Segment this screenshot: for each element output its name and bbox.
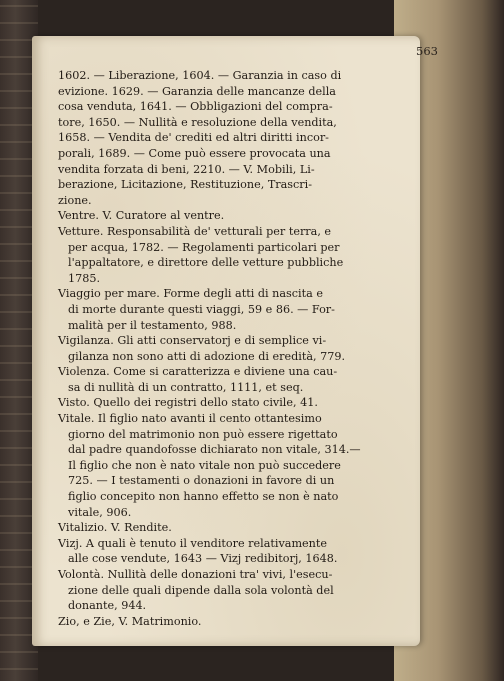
text-line: malità per il testamento, 988. <box>68 318 237 332</box>
page-edge-slice <box>0 22 38 24</box>
text-line: per acqua, 1782. — Regolamenti particolari per <box>68 240 340 254</box>
text-line: Violenza. Come si caratterizza e diviene una cau- <box>58 365 338 379</box>
text-line: Zio, e Zie, V. Matrimonio. <box>58 614 202 628</box>
text-line: evizione. 1629. — Garanzia delle mancanze della <box>58 84 336 98</box>
index-entry-vitalizio <box>58 520 378 536</box>
index-text <box>58 68 378 629</box>
index-entry-viaggio <box>58 286 378 333</box>
text-line: Vetture. Responsabilità de' vetturali per terra, e <box>58 224 332 238</box>
text-line: figlio concepito non hanno effetto se non è nato <box>68 490 339 504</box>
text-line: 1602. — Liberazione, 1604. — Garanzia in caso di <box>58 69 342 82</box>
text-line: vendita forzata di beni, 2210. — V. Mobili, Li- <box>58 162 315 176</box>
index-entry-vizj <box>58 536 378 567</box>
text-line: Vitalizio. V. Rendite. <box>58 521 172 535</box>
text-line: 1658. — Vendita de' crediti ed altri diritti incor- <box>58 131 329 145</box>
page-edge-slice <box>0 5 38 7</box>
index-entry-volonta <box>58 567 378 614</box>
text-line: Visto. Quello dei registri dello stato civile, 41. <box>58 396 318 410</box>
text-line: alle cose vendute, 1643 — Vizj redibitorj, 1648. <box>68 552 338 566</box>
index-entry-violenza <box>58 364 378 395</box>
text-line: berazione, Licitazione, Restituzione, Trascri- <box>58 178 313 192</box>
text-line: dal padre quandofosse dichiarato non vitale, 314.— <box>68 443 361 457</box>
index-entry-vetture <box>58 224 378 286</box>
text-line: l'appaltatore, e direttore delle vetture pubbliche <box>68 256 344 270</box>
index-entry-visto <box>58 395 378 411</box>
text-line: zione. <box>58 193 92 207</box>
page-edge-slice <box>0 668 38 670</box>
index-entry-vendita-cont <box>58 68 378 208</box>
text-line: Viaggio per mare. Forme degli atti di nascita e <box>58 287 323 301</box>
text-line: di morte durante questi viaggi, 59 e 86. — For- <box>68 302 335 316</box>
page-edge-slice <box>0 651 38 653</box>
text-line: 1785. <box>68 271 101 285</box>
index-entry-zio <box>58 614 378 630</box>
page-number: 563 <box>416 44 438 58</box>
text-line: giorno del matrimonio non può essere rigettato <box>68 427 338 441</box>
text-line: vitale, 906. <box>68 505 132 519</box>
text-line: Il figlio che non è nato vitale non può succedere <box>68 458 341 472</box>
text-line: porali, 1689. — Come può essere provocata una <box>58 146 331 160</box>
text-line: Ventre. V. Curatore al ventre. <box>58 209 225 223</box>
text-line: Vitale. Il figlio nato avanti il cento ottantesimo <box>58 412 322 426</box>
text-line: sa di nullità di un contratto, 1111, et seq. <box>68 380 304 394</box>
text-line: zione delle quali dipende dalla sola volontà del <box>68 583 334 597</box>
text-line: donante, 944. <box>68 599 147 613</box>
index-entry-ventre <box>58 208 378 224</box>
index-entry-vigilanza <box>58 333 378 364</box>
text-line: 725. — I testamenti o donazioni in favore di un <box>68 474 335 488</box>
text-line: Vizj. A quali è tenuto il venditore relativamente <box>58 536 327 550</box>
text-line: cosa venduta, 1641. — Obbligazioni del compra- <box>58 100 333 114</box>
text-line: Vigilanza. Gli atti conservatorj e di semplice vi- <box>58 334 327 348</box>
index-entry-vitale <box>58 411 378 520</box>
text-line: gilanza non sono atti di adozione di eredità, 779. <box>68 349 346 363</box>
text-line: tore, 1650. — Nullità e resoluzione della vendita, <box>58 115 337 129</box>
text-line: Volontà. Nullità delle donazioni tra' vivi, l'esecu- <box>58 568 333 581</box>
